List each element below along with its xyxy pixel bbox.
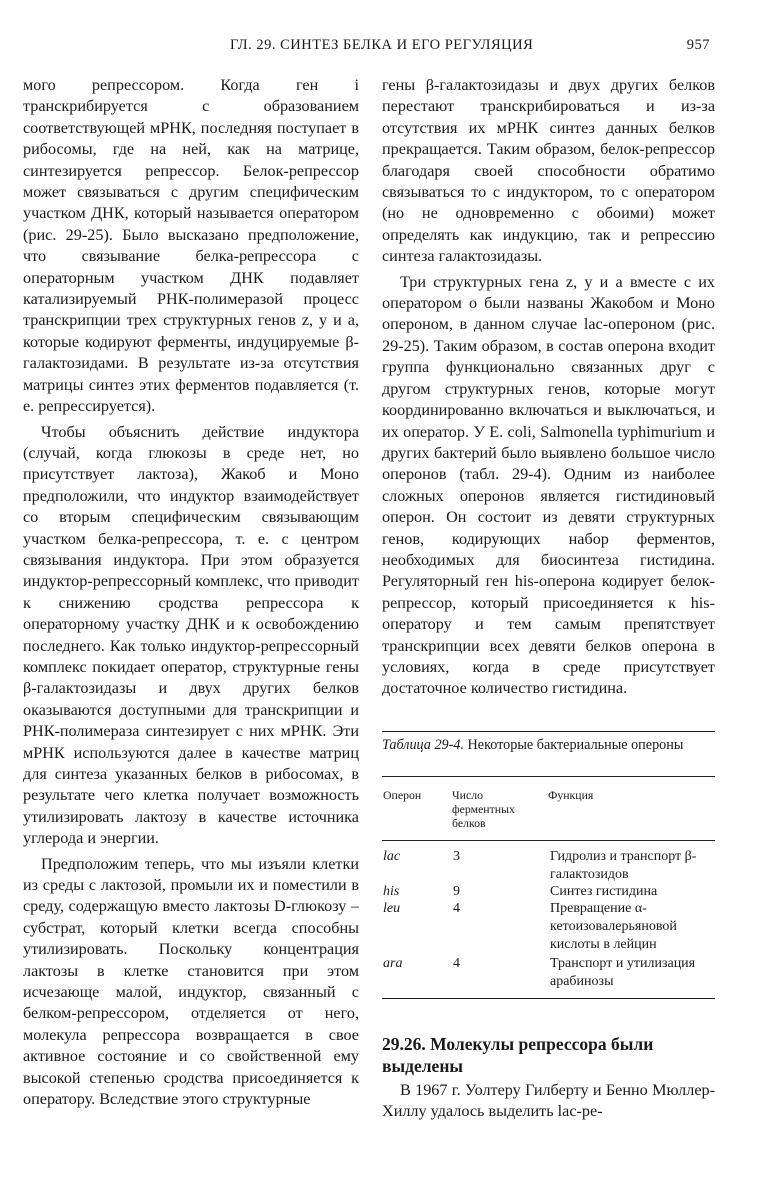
table-row-function: Превращение α-кетоизовалерьяновой кислоты в лейцин xyxy=(550,901,677,952)
paragraph: Три структурных гена z, y и a вместе с их оператором o были названы Жакобом и Моно опероном, в данном случае lac-опероном (рис. 29-25). Таким образом, в состав оперона входит группа функционально связанных друг с другом структурных генов, которые могут координированно включаться и выключаться, и их оператор. У E. coli, Salmonella typhimurium и других бактерий было выявлено большое число оперонов (табл. 29-4). Одним из наиболее сложных оперонов является гистидиновый оперон. Он состоит из девяти структурных генов, кодирующих набор ферментов, необходимых для биосинтеза гистидина. Регуляторный ген his-оперона кодирует белок-репрессор, который присоединяется к his-оператору и тем самым препятствует транскрипции всех девяти белков оперона в условиях, когда в среде присутствует достаточное количество гистидина. xyxy=(382,272,715,698)
table-top-rule xyxy=(382,731,715,732)
table-header-function: Функция xyxy=(548,788,594,802)
table-row-function: Синтез гистидина xyxy=(550,884,658,899)
table-header-top-rule xyxy=(382,776,715,777)
paragraph: гены β-галактозидазы и двух других белков перестают транскрибироваться и из-за отсутствия их мРНК синтез данных белков прекращается. Таким образом, белок-репрессор благодаря своей способности обратимо связываться то с индуктором, то с оператором (но не одновременно с обоими) может определять как индукцию, так и репрессию синтеза галактозидазы. xyxy=(382,76,715,266)
table-header-operon: Оперон xyxy=(383,788,422,802)
left-column xyxy=(23,75,359,1111)
paragraph: Предположим теперь, что мы изъяли клетки из среды с лактозой, промыли их и поместили в среду, содержащую вместо лактозы D-глюкозу – субстрат, который клетки всегда способны утилизировать. Поскольку концентрация лактозы в клетке становится при этом исчезающе малой, индуктор, связанный с белком-репрессором, отделяется от него, молекула репрессора возвращается в свое активное состояние и со свойственной ему высокой степенью сродства присоединяется к оператору. Вследствие этого структурные xyxy=(23,854,359,1109)
right-column xyxy=(382,75,715,700)
table-row-count: 9 xyxy=(453,884,460,899)
chapter-title: ГЛ. 29. СИНТЕЗ БЕЛКА И ЕГО РЕГУЛЯЦИЯ xyxy=(230,37,534,53)
section-heading: 29.26. Молекулы репрессора были выделены xyxy=(382,1034,654,1076)
table-row-function: Транспорт и утилизация арабинозы xyxy=(550,956,696,989)
paragraph: Чтобы объяснить действие индуктора (случай, когда глюкозы в среде нет, но присутствует лактоза), Жакоб и Моно предположили, что индуктор взаимодействует со вторым специфическим связывающим участком белка-репрессора, т. е. с центром связывания индуктора. При этом образуется индуктор-репрессорный комплекс, что приводит к снижению сродства репрессора к операторному участку ДНК и к освобождению последнего. Как только индуктор-репрессорный комплекс покидает оператор, структурные гены β-галактозидазы и двух других белков оказываются доступными для транскрипции и РНК-полимераза синтезирует с них мРНК. Эти мРНК используются далее в качестве матриц для синтеза указанных белков в рибосомах, в результате чего клетка получает возможность утилизировать лактозу в качестве источника углерода и энергии. xyxy=(23,422,359,848)
table-bottom-rule xyxy=(382,998,715,999)
table-row-count: 4 xyxy=(453,901,460,916)
page-number: 957 xyxy=(686,37,710,53)
table-row-operon: his xyxy=(383,884,400,899)
table-row-function: Гидролиз и транспорт β-галактозидов xyxy=(550,849,697,882)
table-caption-label: Таблица 29-4. xyxy=(382,737,464,753)
paragraph: мого репрессором. Когда ген i транскрибируется с образованием соответствующей мРНК, последняя поступает в рибосомы, где на ней, как на матрице, синтезируется репрессор. Белок-репрессор может связываться с другим специфическим участком ДНК, который называется оператором (рис. 29-25). Было высказано предположение, что связывание белка-репрессора с операторным участком ДНК подавляет катализируемый РНК-полимеразой процесс транскрипции трех структурных генов z, y и a, которые кодируют ферменты, индуцируемые β-галактозидами. В результате из-за отсутствия матрицы синтез этих ферментов подавляется (т. е. репрессируется). xyxy=(23,76,359,416)
table-caption-text: Некоторые бактериальные опероны xyxy=(467,737,684,753)
table-row-operon: leu xyxy=(383,901,401,916)
table-header-bottom-rule xyxy=(382,840,715,841)
table-row-operon: lac xyxy=(383,849,401,864)
table-row-count: 3 xyxy=(453,849,460,864)
running-header xyxy=(196,35,710,57)
section-text: В 1967 г. Уолтеру Гилберту и Бенно Мюллер-Хиллу удалось выделить lac-ре- xyxy=(382,1081,715,1121)
table-caption xyxy=(382,736,715,754)
table-row-operon: ara xyxy=(383,956,403,971)
table-header-count: Число ферментных белков xyxy=(452,788,515,830)
table-row-count: 4 xyxy=(453,956,460,971)
